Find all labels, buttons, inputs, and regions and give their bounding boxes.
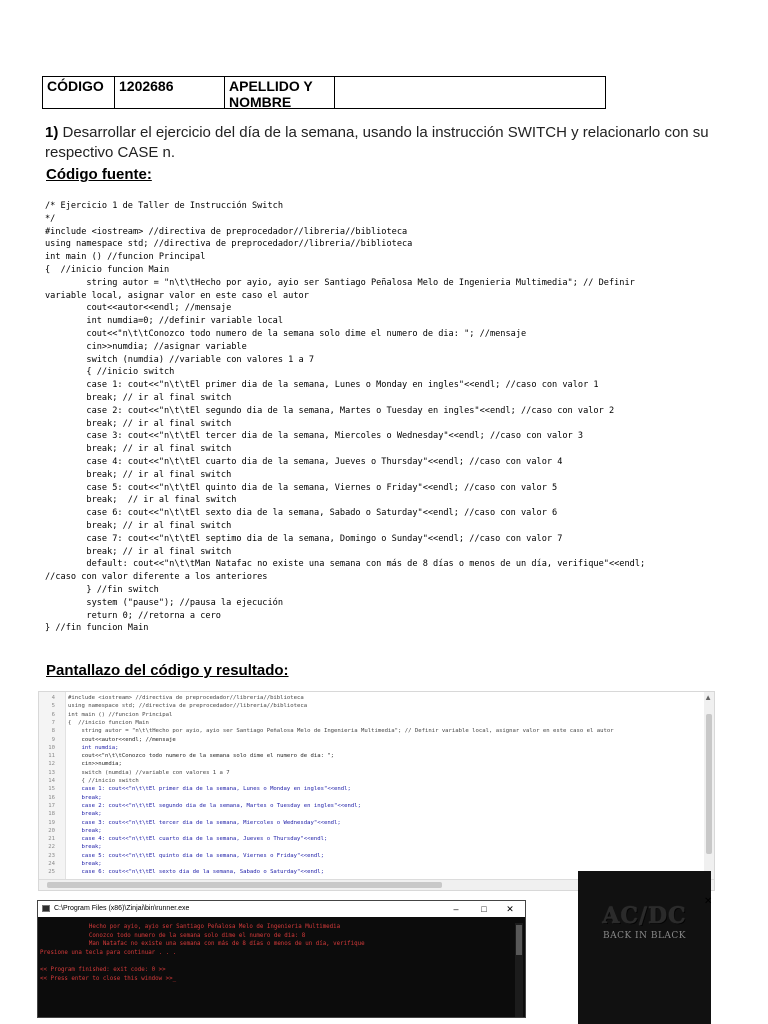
line-number: 18: [48, 811, 55, 818]
console-window: [37, 900, 526, 1018]
screenshot-heading: Pantallazo del código y resultado:: [46, 662, 289, 679]
codigo-label: CÓDIGO: [43, 77, 115, 108]
line-number: 11: [48, 753, 55, 760]
ide-editor-screenshot: [38, 691, 715, 891]
ide-code-line: [39, 752, 699, 760]
source-code-line: case 1: cout<<"n\t\tEl primer dia de la semana, Lunes o Monday en ingles"<<endl; //caso con valor 1: [45, 380, 599, 391]
line-number: 8: [51, 728, 55, 735]
line-number: 22: [48, 844, 55, 851]
line-number: 20: [48, 827, 55, 834]
source-code-line: break; // ir al final switch: [45, 495, 237, 506]
source-code-line: //caso con valor diferente a los anteriores: [45, 572, 268, 583]
source-code-line: cout<<autor<<endl; //mensaje: [45, 303, 232, 314]
source-code-line: */: [45, 213, 56, 224]
ide-code-line: [39, 810, 699, 818]
album-subtitle: BACK IN BLACK: [602, 931, 687, 941]
ide-code-line: [39, 852, 699, 860]
album-cover-image: [578, 871, 711, 1024]
ide-code-line: [39, 760, 699, 768]
source-code-line: cin>>numdia; //asignar variable: [45, 341, 247, 352]
source-code-line: case 6: cout<<"n\t\tEl sexto dia de la semana, Sabado o Saturday"<<endl; //caso con valor 6: [45, 508, 558, 519]
ide-code-line: [39, 711, 699, 719]
line-number: 13: [48, 769, 55, 776]
close-icon[interactable]: ✕: [704, 896, 713, 907]
ide-code-line: [39, 702, 699, 710]
ide-code-line: [39, 860, 699, 868]
maximize-button[interactable]: □: [481, 904, 487, 914]
ide-code-line: [39, 744, 699, 752]
source-code-line: break; // ir al final switch: [45, 444, 232, 455]
line-number: 14: [48, 778, 55, 784]
source-code-line: } //fin switch: [45, 584, 159, 595]
ide-code-text: #include <iostream> //directiva de preprocedador//libreria//biblioteca: [68, 695, 304, 701]
ide-code-text: break;: [68, 861, 102, 867]
line-number: 17: [48, 802, 55, 809]
ide-code-line: [39, 794, 699, 802]
source-code-line: break; // ir al final switch: [45, 469, 232, 480]
ide-code-text: break;: [68, 844, 102, 851]
line-number: 25: [48, 869, 55, 876]
source-code-line: using namespace std; //directiva de preprocedador//libreria//biblioteca: [45, 239, 413, 250]
line-number: 21: [48, 836, 55, 843]
source-code-line: system ("pause"); //pausa la ejecución: [45, 597, 283, 608]
ide-code-line: [39, 835, 699, 843]
line-number: 10: [48, 744, 55, 751]
source-code-line: break; // ir al final switch: [45, 418, 232, 429]
line-number: 23: [48, 852, 55, 859]
ide-code-line: [39, 827, 699, 835]
ide-code-text: cout<<autor<<endl; //mensaje: [68, 736, 176, 743]
ide-code-text: string autor = "n\t\tHecho por ayio, ayio ser Santiago Peñalosa Melo de Ingenieria Multimedia"; // Definir variable local, asignar valor en este caso el autor: [68, 728, 614, 735]
ide-code-text: case 5: cout<<"n\t\tEl quinto dia de la semana, Viernes o Friday"<<endl;: [68, 852, 324, 859]
source-code-line: string autor = "n\t\tHecho por ayio, ayio ser Santiago Peñalosa Melo de Ingenieria Multimedia"; // Definir: [45, 277, 635, 288]
source-code-line: case 5: cout<<"n\t\tEl quinto dia de la semana, Viernes o Friday"<<endl; //caso con valor 5: [45, 482, 558, 493]
ide-code-text: break;: [68, 811, 102, 818]
source-code-line: /* Ejercicio 1 de Taller de Instrucción Switch: [45, 201, 283, 211]
ide-code-line: [39, 694, 699, 702]
line-number: 19: [48, 819, 55, 826]
apellido-label-line2: NOMBRE: [229, 94, 292, 110]
ide-code-line: [39, 769, 699, 777]
apellido-value: [335, 77, 605, 108]
line-number: 4: [51, 695, 55, 701]
line-number: 15: [48, 786, 55, 793]
console-title-text: C:\Program Files (x86)\Zinjai\bin\runner.exe: [54, 905, 190, 912]
ide-code-text: cout<<"n\t\tConozco todo numero de la semana solo dime el numero de dia: ";: [68, 753, 335, 760]
ide-code-text: switch (numdia) //variable con valores 1 a 7: [68, 769, 230, 776]
source-code-heading: Código fuente:: [46, 166, 152, 183]
ide-code-text: cin>>numdia;: [68, 761, 122, 768]
question-line1: Desarrollar el ejercicio del día de la semana, usando la instrucción SWITCH y relacionarlo con su: [58, 124, 709, 141]
ide-code-text: break;: [68, 827, 102, 834]
question-text: [45, 123, 725, 163]
ide-code-line: [39, 785, 699, 793]
console-app-icon: [42, 905, 50, 912]
source-code-line: int numdia=0; //definir variable local: [45, 316, 283, 327]
close-button[interactable]: ✕: [506, 904, 514, 914]
apellido-label: [225, 77, 335, 108]
ide-code-line: [39, 736, 699, 744]
line-number: 5: [51, 703, 55, 710]
source-code-line: return 0; //retorna a cero: [45, 610, 221, 621]
line-number: 24: [48, 861, 55, 867]
source-code-line: } //fin funcion Main: [45, 623, 149, 634]
source-code-line: case 3: cout<<"n\t\tEl tercer dia de la semana, Miercoles o Wednesday"<<endl; //caso con valor 3: [45, 431, 584, 442]
console-output-line: Man Natafac no existe una semana con más de 8 días o menos de un día, verifique: [40, 941, 365, 948]
ide-code-text: int main () //funcion Principal: [68, 711, 173, 718]
source-code-line: int main () //funcion Principal: [45, 252, 206, 263]
source-code-line: case 7: cout<<"n\t\tEl septimo dia de la semana, Domingo o Sunday"<<endl; //caso con valor 7: [45, 533, 563, 544]
ide-code-text: break;: [68, 794, 102, 801]
console-output-line: Hecho por ayio, ayio ser Santiago Peñalosa Melo de Ingenieria Multimedia: [40, 924, 341, 930]
console-output-line: Conozco todo numero de la semana solo dime el numero de dia: 8: [40, 932, 306, 939]
ide-code-text: int numdia;: [68, 744, 119, 751]
console-scroll-thumb[interactable]: [516, 925, 522, 955]
source-code-line: #include <iostream> //directiva de preprocedador//libreria//biblioteca: [45, 226, 408, 237]
minimize-button[interactable]: –: [453, 904, 459, 914]
ide-code-text: case 3: cout<<"n\t\tEl tercer dia de la semana, Miercoles o Wednesday"<<endl;: [68, 819, 341, 826]
source-code-line: break; // ir al final switch: [45, 520, 232, 531]
console-output-line: Presione una tecla para continuar . . .: [40, 949, 177, 956]
ide-code-text: case 1: cout<<"n\t\tEl primer dia de la semana, Lunes o Monday en ingles"<<endl;: [68, 786, 351, 793]
source-code-line: case 2: cout<<"n\t\tEl segundo dia de la semana, Martes o Tuesday en ingles"<<endl; //caso con valor 2: [45, 405, 615, 416]
question-line2: respectivo CASE n.: [45, 144, 176, 161]
apellido-label-line1: APELLIDO Y: [229, 78, 313, 94]
ide-code-text: case 4: cout<<"n\t\tEl cuarto dia de la semana, Jueves o Thursday"<<endl;: [68, 836, 328, 843]
editor-horizontal-scroll-thumb[interactable]: [47, 882, 442, 888]
ide-code-line: [39, 819, 699, 827]
ide-code-line: [39, 777, 699, 785]
line-number: 16: [48, 794, 55, 801]
ide-code-line: [39, 843, 699, 851]
ide-code-text: using namespace std; //directiva de preprocedador//libreria//biblioteca: [68, 703, 308, 710]
ide-code-line: [39, 719, 699, 727]
ide-code-text: { //inicio funcion Main: [68, 719, 149, 726]
ide-code-text: case 2: cout<<"n\t\tEl segundo dia de la semana, Martes o Tuesday en ingles"<<endl;: [68, 802, 361, 809]
console-output-line: << Press enter to close this window >>_: [40, 975, 177, 982]
ide-code-line: [39, 802, 699, 810]
line-number: 6: [51, 711, 55, 718]
ide-code-text: case 6: cout<<"n\t\tEl sexto dia de la semana, Sabado o Saturday"<<endl;: [68, 869, 324, 876]
album-logo: AC/DC: [602, 903, 687, 929]
source-code-line: default: cout<<"n\t\tMan Natafac no existe una semana con más de 8 días o menos de un día, verifique"<<endl;: [45, 559, 646, 570]
line-number: 12: [48, 761, 55, 768]
source-code-line: { //inicio switch: [45, 367, 175, 378]
editor-vertical-scrollbar[interactable]: [704, 692, 714, 880]
ide-code-text: { //inicio switch: [68, 778, 139, 784]
source-code-line: cout<<"n\t\tConozco todo numero de la semana solo dime el numero de dia: "; //mensaje: [45, 328, 527, 339]
source-code-line: case 4: cout<<"n\t\tEl cuarto dia de la semana, Jueves o Thursday"<<endl; //caso con valor 4: [45, 456, 563, 467]
console-output-line: << Program finished: exit code: 0 >>: [40, 967, 166, 973]
source-code-block: [45, 200, 745, 635]
ide-code-line: [39, 727, 699, 735]
source-code-line: break; // ir al final switch: [45, 392, 232, 403]
editor-vertical-scroll-thumb[interactable]: [706, 714, 712, 854]
console-titlebar: [38, 901, 525, 917]
source-code-line: break; // ir al final switch: [45, 546, 232, 557]
line-number: 7: [51, 719, 55, 726]
question-number: 1): [45, 124, 59, 141]
source-code-line: switch (numdia) //variable con valores 1 a 7: [45, 354, 315, 365]
scroll-up-arrow-icon[interactable]: ▲: [704, 693, 712, 702]
student-info-table: [42, 76, 606, 109]
line-number: 9: [51, 736, 55, 743]
codigo-value: 1202686: [115, 77, 225, 108]
source-code-line: variable local, asignar valor en este caso el autor: [45, 290, 309, 301]
source-code-line: { //inicio funcion Main: [45, 264, 170, 275]
